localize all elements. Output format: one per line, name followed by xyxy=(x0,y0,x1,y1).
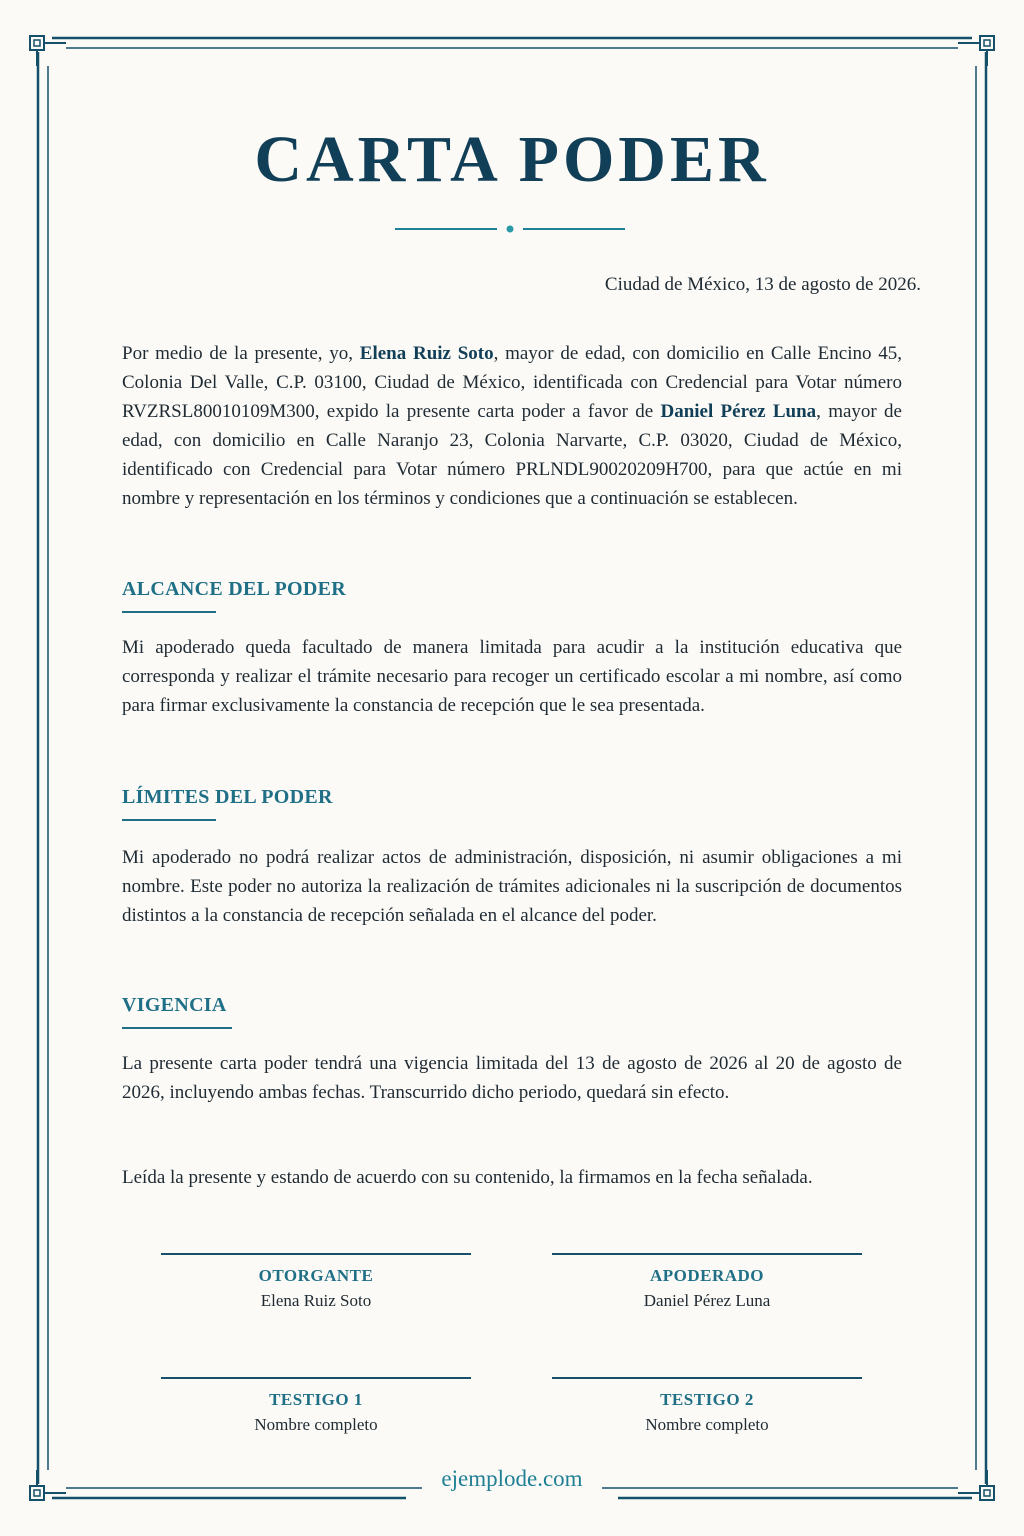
section-heading-vigencia: VIGENCIA xyxy=(122,994,227,1016)
corner-ornament-tl xyxy=(30,36,66,66)
document-title: CARTA PODER xyxy=(254,123,770,196)
closing-paragraph: Leída la presente y estando de acuerdo con su contenido, la firmamos en la fecha señalada. xyxy=(122,1167,813,1188)
signature-block-apoderado xyxy=(552,1253,862,1312)
signature-line xyxy=(161,1377,471,1379)
section-heading-underline xyxy=(122,1027,232,1029)
title-divider xyxy=(395,222,625,236)
section-body-vigencia: La presente carta poder tendrá una vigencia limitada del 13 de agosto de 2026 al 20 de agosto de 2026, incluyendo ambas fechas. Transcurrido dicho periodo, quedará sin efecto. xyxy=(122,1053,902,1103)
signature-role: APODERADO xyxy=(649,1266,765,1285)
signature-block-testigo-1 xyxy=(161,1377,471,1436)
signature-line xyxy=(552,1377,862,1379)
signature-name: Daniel Pérez Luna xyxy=(643,1291,771,1310)
section-heading-underline xyxy=(122,611,216,613)
signature-name: Nombre completo xyxy=(645,1415,769,1434)
grantor-name: Elena Ruiz Soto xyxy=(359,343,494,364)
section-heading-underline xyxy=(122,819,216,821)
section-body-alcance: Mi apoderado queda facultado de manera limitada para acudir a la institución educativa que corresponda y realizar el trámite necesario para recoger un certificado escolar a mi nombre, así como para firmar exclusivamente la constancia de recepción que le sea presentada. xyxy=(122,637,902,716)
signature-block-otorgante xyxy=(161,1253,471,1312)
signature-line xyxy=(552,1253,862,1255)
signature-role: TESTIGO 2 xyxy=(660,1390,754,1409)
signature-line xyxy=(161,1253,471,1255)
signature-role: OTORGANTE xyxy=(258,1266,374,1285)
footer-website: ejemplode.com xyxy=(441,1466,583,1491)
intro-paragraph xyxy=(122,339,902,513)
section-heading-alcance: ALCANCE DEL PODER xyxy=(122,578,347,600)
signature-name: Elena Ruiz Soto xyxy=(260,1291,372,1310)
section-heading-limites: LÍMITES DEL PODER xyxy=(122,786,333,808)
intro-text-1: Por medio de la presente, yo, xyxy=(122,343,360,364)
date-line: Ciudad de México, 13 de agosto de 2026. xyxy=(604,274,921,295)
corner-ornament-tr xyxy=(958,36,994,66)
attorney-name: Daniel Pérez Luna xyxy=(660,401,817,422)
intro-text-3: , mayor de edad, con domicilio en Calle Naranjo 23, Colonia Narvarte, C.P. 03020, Ciudad de México, identificado con Credencial para Votar número PRLNDL90020209H700, para que actúe en mi nombre y representación en los términos y condiciones que a continuación se establecen. xyxy=(122,401,902,509)
signature-name: Nombre completo xyxy=(254,1415,378,1434)
signature-role: TESTIGO 1 xyxy=(269,1390,363,1409)
section-body-limites: Mi apoderado no podrá realizar actos de administración, disposición, ni asumir obligaciones a mi nombre. Este poder no autoriza la realización de trámites adicionales ni la suscripción de documentos distintos a la constancia de recepción señalada en el alcance del poder. xyxy=(122,847,902,926)
divider-dot xyxy=(507,226,514,233)
signature-block-testigo-2 xyxy=(552,1377,862,1436)
intro-text-2: , mayor de edad, con domicilio en Calle Encino 45, Colonia Del Valle, C.P. 03100, Ciudad de México, identificada con Credencial para Votar número RVZRSL80010109M300, expido la presente carta poder a favor de xyxy=(122,343,902,422)
